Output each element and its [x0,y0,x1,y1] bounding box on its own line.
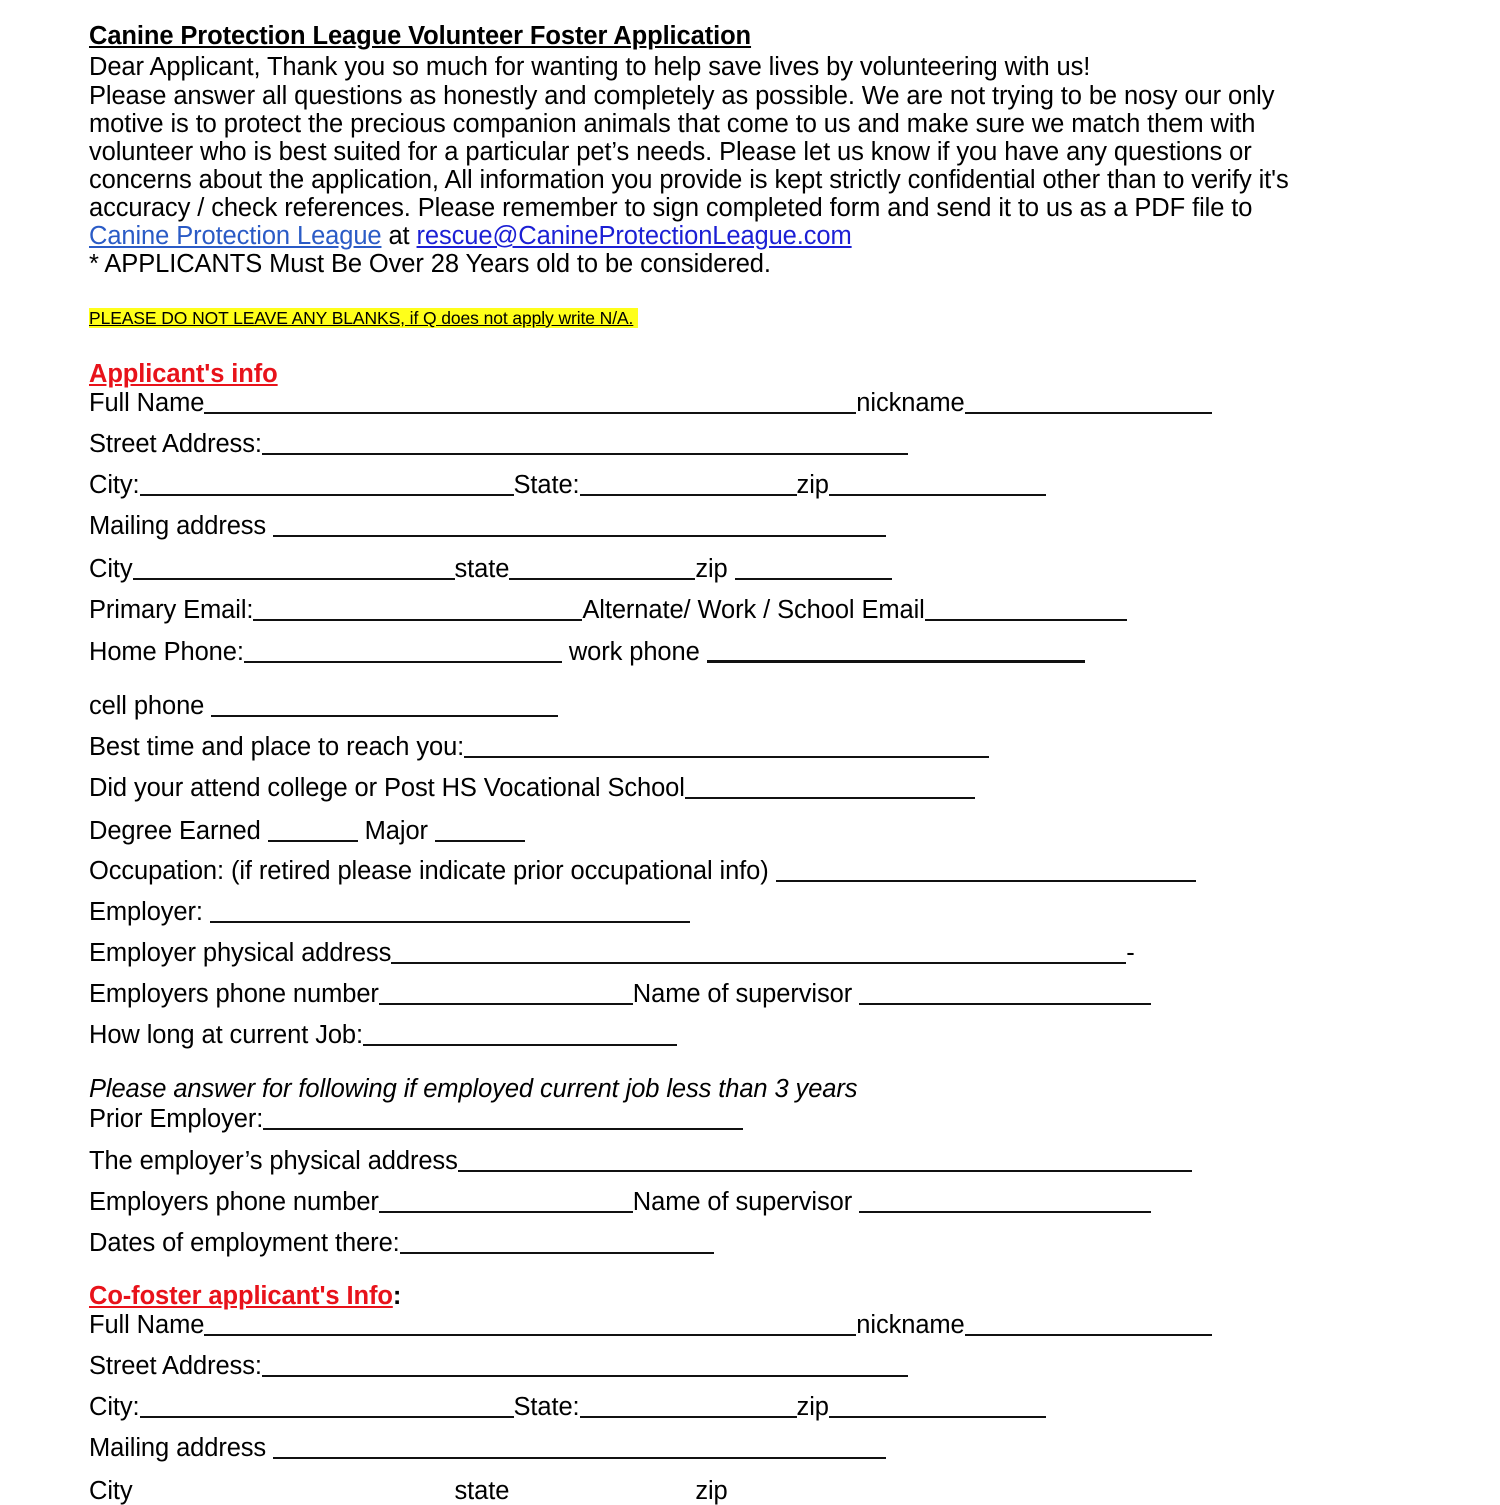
cofoster-state-field[interactable] [580,1415,797,1418]
city-label: City: [89,471,140,499]
cofoster-row-city-state-zip [89,1393,1046,1421]
employer-address-label: Employer physical address [89,939,392,967]
email-link[interactable]: rescue@CanineProtectionLeague.com [416,222,852,250]
employer-field[interactable] [210,920,690,923]
mail-state-label: state [454,555,510,583]
college-label: Did your attend college or Post HS Vocational School [89,774,685,802]
cofoster-section-heading: Co-foster applicant's Info [89,1282,393,1310]
cofoster-row-mail-city-state-zip [89,1477,728,1505]
cofoster-street-address-label: Street Address: [89,1352,262,1380]
row-city-state-zip [89,471,1046,499]
row-emails [89,596,1127,624]
row-street-address [89,430,908,458]
city-field[interactable] [140,493,514,496]
at-text: at [381,222,417,250]
dates-label: Dates of employment there: [89,1229,400,1257]
cell-phone-label: cell phone [89,692,205,720]
cofoster-city-label: City: [89,1393,140,1421]
cofoster-zip-field[interactable] [829,1415,1046,1418]
row-degree-major [89,817,525,845]
prior-phone-field[interactable] [379,1210,633,1213]
degree-field[interactable] [268,839,358,842]
row-prior-address [89,1147,1192,1175]
major-field[interactable] [435,839,525,842]
college-field[interactable] [685,796,975,799]
row-phones [89,638,1085,666]
cofoster-heading-colon: : [392,1282,402,1310]
intro-line: Please answer all questions as honestly and completely as possible. We are not trying to be nosy our only [89,82,1275,110]
intro-line: concerns about the application, All information you provide is kept strictly confidential other than to verify it's [89,166,1289,194]
applicant-section-heading: Applicant's info [89,360,278,388]
row-prior-phone [89,1188,1151,1216]
row-prior-employer [89,1105,743,1133]
best-time-label: Best time and place to reach you: [89,733,465,761]
zip-field[interactable] [829,493,1046,496]
mailing-address-label: Mailing address [89,512,267,540]
cofoster-mailing-address-label: Mailing address [89,1434,267,1462]
cofoster-row-full-name [89,1311,1212,1339]
cofoster-city-field[interactable] [140,1415,514,1418]
cofoster-mailing-address-field[interactable] [273,1456,886,1459]
prior-phone-label: Employers phone number [89,1188,379,1216]
cofoster-mail-zip-label: zip [695,1477,728,1505]
employer-phone-label: Employers phone number [89,980,379,1008]
org-link[interactable]: Canine Protection League [89,222,382,250]
row-dates-employment [89,1229,714,1257]
home-phone-field[interactable] [244,660,562,663]
intro-line: Dear Applicant, Thank you so much for wanting to help save lives by volunteering with us! [89,53,1091,81]
notice-line [89,302,638,330]
occupation-label: Occupation: (if retired please indicate prior occupational info) [89,857,769,885]
dates-field[interactable] [400,1251,714,1254]
mail-city-field[interactable] [133,577,455,580]
intro-line: volunteer who is best suited for a particular pet’s needs. Please let us know if you have any questions or [89,138,1252,166]
intro-line: accuracy / check references. Please remember to sign completed form and send it to us as a PDF file to [89,194,1253,222]
send-line [89,222,852,250]
cofoster-row-street-address [89,1352,908,1380]
employer-label: Employer: [89,898,203,926]
employer-phone-field[interactable] [379,1002,633,1005]
nickname-field[interactable] [965,411,1212,414]
row-mailing-address [89,512,886,540]
major-label: Major [364,817,428,845]
cofoster-heading-row [89,1282,401,1310]
supervisor-label: Name of supervisor [632,980,853,1008]
row-how-long [89,1021,677,1049]
prior-supervisor-field[interactable] [859,1210,1151,1213]
mail-city-label: City [89,555,133,583]
cofoster-nickname-label: nickname [856,1311,965,1339]
primary-email-label: Primary Email: [89,596,254,624]
document-title: Canine Protection League Volunteer Foster Application [89,22,752,50]
intro-line: motive is to protect the precious companion animals that come to us and make sure we match them with [89,110,1256,138]
cofoster-full-name-label: Full Name [89,1311,205,1339]
row-occupation [89,857,1196,885]
mail-zip-field[interactable] [735,577,892,580]
cell-phone-field[interactable] [211,714,558,717]
row-full-name [89,389,1212,417]
cofoster-full-name-field[interactable] [204,1333,856,1336]
prior-employer-label: Prior Employer: [89,1105,264,1133]
mailing-address-field[interactable] [273,534,886,537]
cofoster-mail-city-label: City [89,1477,133,1505]
degree-label: Degree Earned [89,817,261,845]
home-phone-label: Home Phone: [89,638,244,666]
zip-label: zip [796,471,829,499]
row-mail-city-state-zip [89,555,892,583]
notice-highlight: PLEASE DO NOT LEAVE ANY BLANKS, if Q does not apply write N/A. [89,308,638,328]
row-employer-phone [89,980,1151,1008]
work-phone-label: work phone [568,638,700,666]
prior-address-field[interactable] [458,1169,1192,1172]
row-employer-address [89,939,1135,967]
row-best-time [89,733,989,761]
full-name-label: Full Name [89,389,205,417]
cofoster-nickname-field[interactable] [965,1333,1212,1336]
supervisor-field[interactable] [859,1002,1151,1005]
prior-employer-field[interactable] [263,1127,743,1130]
alternate-email-field[interactable] [925,618,1127,621]
street-address-field[interactable] [262,452,908,455]
state-label: State: [513,471,580,499]
primary-email-field[interactable] [253,618,582,621]
cofoster-row-mailing-address [89,1434,886,1462]
alternate-email-label: Alternate/ Work / School Email [582,596,925,624]
cofoster-mail-state-label: state [454,1477,510,1505]
age-requirement: * APPLICANTS Must Be Over 28 Years old to be considered. [89,250,771,278]
row-college [89,774,975,802]
work-phone-field[interactable] [707,659,1085,663]
cofoster-state-label: State: [513,1393,580,1421]
state-field[interactable] [580,493,797,496]
how-long-label: How long at current Job: [89,1021,363,1049]
employer-address-field[interactable] [391,961,1126,964]
cofoster-street-address-field[interactable] [262,1374,908,1377]
how-long-field[interactable] [363,1043,677,1046]
mail-zip-label: zip [695,555,728,583]
prior-supervisor-label: Name of supervisor [632,1188,853,1216]
employer-address-suffix: - [1126,939,1135,967]
cofoster-zip-label: zip [796,1393,829,1421]
best-time-field[interactable] [464,755,989,758]
occupation-field[interactable] [776,879,1196,882]
prior-address-label: The employer’s physical address [89,1147,458,1175]
row-employer [89,898,690,926]
prior-employment-instruction: Please answer for following if employed current job less than 3 years [89,1075,858,1103]
row-cell-phone [89,692,558,720]
street-address-label: Street Address: [89,430,262,458]
mail-state-field[interactable] [509,577,695,580]
nickname-label: nickname [856,389,965,417]
full-name-field[interactable] [204,411,856,414]
